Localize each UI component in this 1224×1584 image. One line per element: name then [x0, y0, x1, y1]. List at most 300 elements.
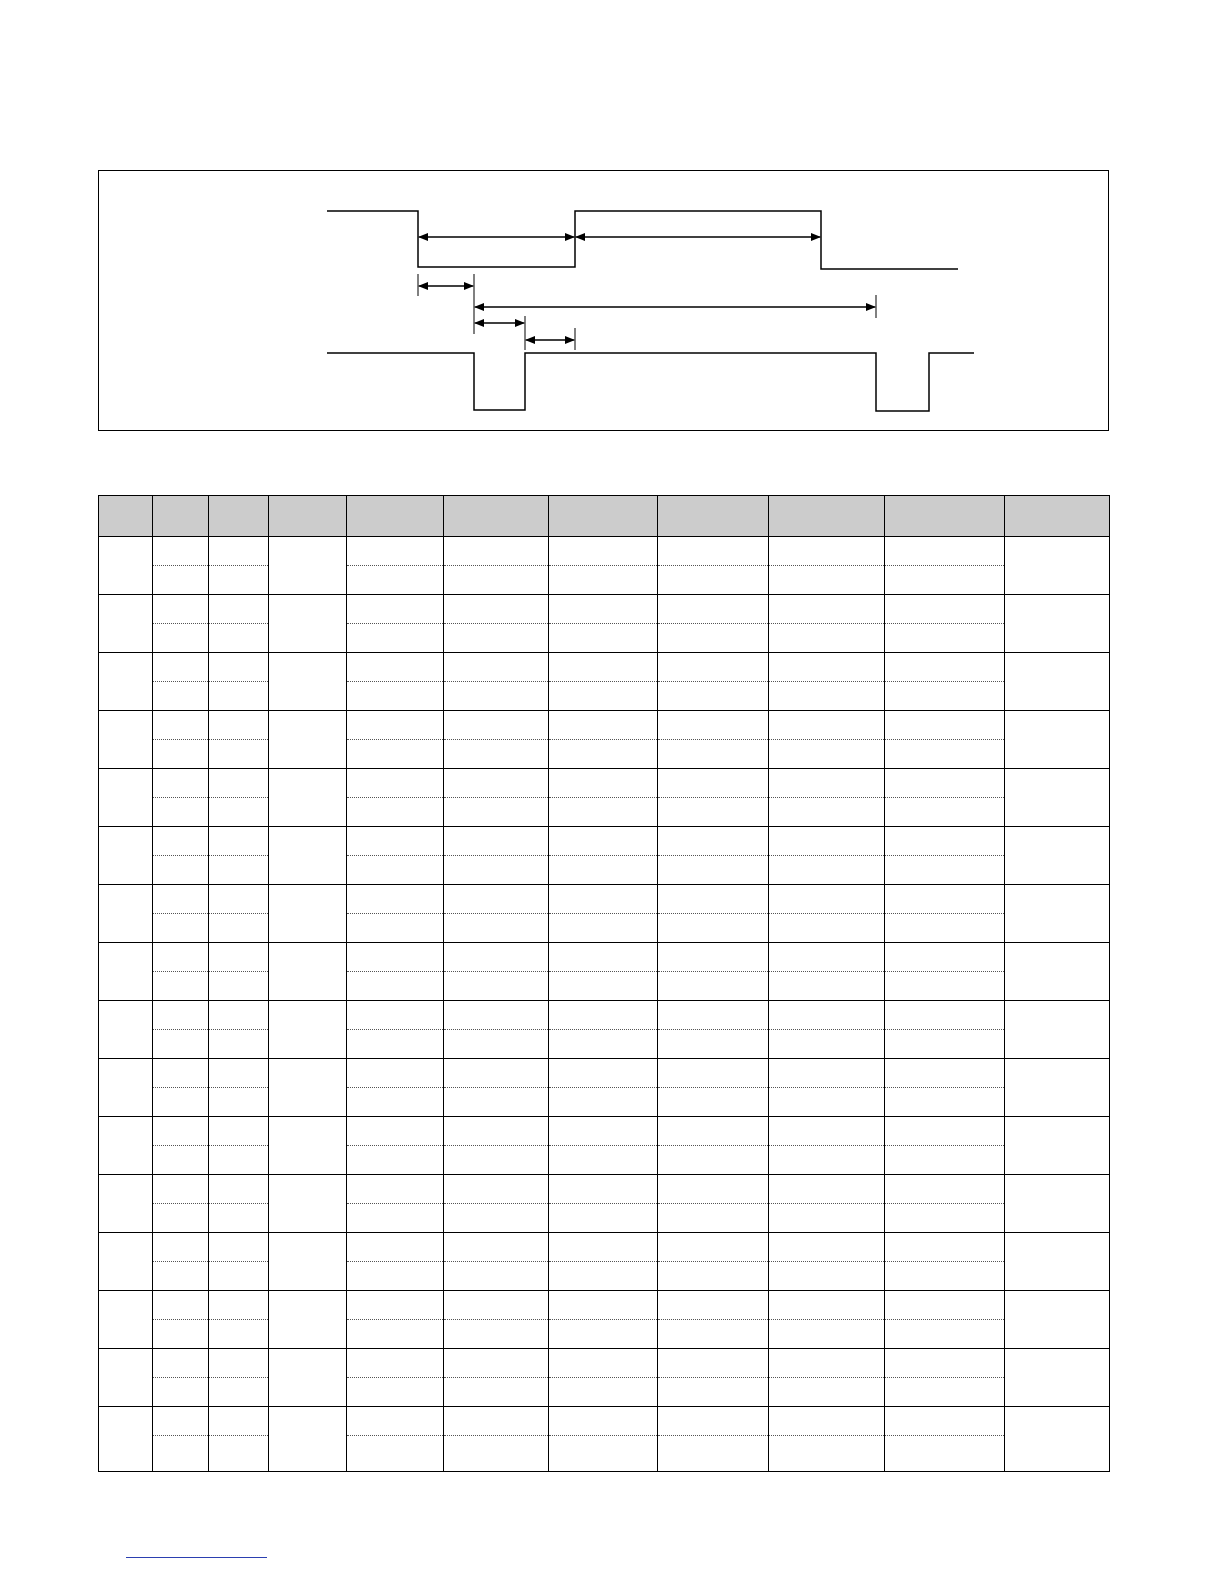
column-header: [444, 496, 549, 537]
table-cell: [444, 1349, 549, 1378]
table-cell: [209, 1001, 269, 1030]
table-cell: [885, 1262, 1005, 1291]
table-cell: [209, 653, 269, 682]
table-row: [99, 1175, 1110, 1204]
table-row: [99, 537, 1110, 566]
table-cell: [99, 1117, 153, 1175]
table-cell: [885, 595, 1005, 624]
table-cell: [658, 1349, 769, 1378]
table-row: [99, 1407, 1110, 1436]
table-cell: [209, 1320, 269, 1349]
table-cell: [347, 1320, 444, 1349]
table-cell: [153, 537, 209, 566]
table-cell: [1005, 1407, 1110, 1472]
table-cell: [549, 1117, 658, 1146]
table-cell: [209, 1291, 269, 1320]
table-cell: [1005, 1117, 1110, 1175]
table-cell: [658, 856, 769, 885]
table-cell: [269, 1233, 347, 1291]
table-cell: [347, 1291, 444, 1320]
table-cell: [99, 711, 153, 769]
table-cell: [885, 943, 1005, 972]
column-header: [1005, 496, 1110, 537]
table-cell: [209, 856, 269, 885]
table-cell: [658, 711, 769, 740]
table-cell: [885, 711, 1005, 740]
table-row: [99, 1059, 1110, 1088]
table-cell: [99, 1407, 153, 1472]
table-cell: [769, 1262, 885, 1291]
table-cell: [269, 1407, 347, 1472]
table-row: [99, 566, 1110, 595]
table-cell: [549, 1204, 658, 1233]
table-cell: [444, 1320, 549, 1349]
table-cell: [1005, 595, 1110, 653]
table-cell: [549, 1291, 658, 1320]
table-row: [99, 1088, 1110, 1117]
table-cell: [153, 827, 209, 856]
table-cell: [209, 711, 269, 740]
table-cell: [658, 1117, 769, 1146]
table-row: [99, 1349, 1110, 1378]
table-cell: [269, 653, 347, 711]
table-cell: [269, 1117, 347, 1175]
table-row: [99, 1378, 1110, 1407]
table-cell: [444, 798, 549, 827]
table-cell: [769, 1436, 885, 1472]
table-cell: [209, 1262, 269, 1291]
table-cell: [347, 653, 444, 682]
table-row: [99, 827, 1110, 856]
table-cell: [885, 914, 1005, 943]
table-cell: [885, 537, 1005, 566]
table-cell: [885, 1436, 1005, 1472]
timing-table: [98, 495, 1110, 1472]
table-row: [99, 1436, 1110, 1472]
table-cell: [658, 537, 769, 566]
table-cell: [347, 1378, 444, 1407]
table-row: [99, 885, 1110, 914]
table-cell: [153, 1407, 209, 1436]
table-cell: [209, 595, 269, 624]
table-row: [99, 1233, 1110, 1262]
table-cell: [658, 1378, 769, 1407]
table-cell: [658, 943, 769, 972]
table-cell: [658, 1001, 769, 1030]
table-cell: [99, 1291, 153, 1349]
table-cell: [769, 1146, 885, 1175]
table-cell: [658, 653, 769, 682]
table-cell: [1005, 943, 1110, 1001]
table-cell: [153, 943, 209, 972]
table-cell: [153, 682, 209, 711]
table-cell: [153, 1204, 209, 1233]
table-cell: [99, 885, 153, 943]
table-cell: [209, 1436, 269, 1472]
table-cell: [153, 1436, 209, 1472]
table-cell: [444, 972, 549, 1001]
table-cell: [444, 1436, 549, 1472]
table-cell: [444, 1262, 549, 1291]
table-cell: [549, 972, 658, 1001]
table-cell: [347, 740, 444, 769]
table-cell: [347, 914, 444, 943]
table-cell: [769, 1407, 885, 1436]
table-row: [99, 769, 1110, 798]
table-cell: [347, 711, 444, 740]
table-cell: [209, 885, 269, 914]
upper-signal-waveform: [327, 211, 958, 269]
table-cell: [269, 1059, 347, 1117]
table-cell: [209, 1378, 269, 1407]
timing-diagram: [0, 0, 1224, 460]
table-cell: [347, 1204, 444, 1233]
table-cell: [209, 1204, 269, 1233]
table-cell: [99, 1059, 153, 1117]
column-header: [99, 496, 153, 537]
table-row: [99, 711, 1110, 740]
table-cell: [444, 595, 549, 624]
table-cell: [153, 595, 209, 624]
table-cell: [269, 827, 347, 885]
table-cell: [658, 1407, 769, 1436]
table-cell: [153, 624, 209, 653]
table-cell: [769, 1320, 885, 1349]
table-cell: [1005, 885, 1110, 943]
table-cell: [347, 1262, 444, 1291]
table-cell: [549, 653, 658, 682]
table-cell: [269, 943, 347, 1001]
table-cell: [549, 885, 658, 914]
table-cell: [549, 1378, 658, 1407]
table-cell: [769, 914, 885, 943]
table-cell: [444, 769, 549, 798]
table-cell: [549, 1320, 658, 1349]
table-cell: [153, 885, 209, 914]
table-cell: [658, 885, 769, 914]
table-row: [99, 624, 1110, 653]
table-cell: [347, 1349, 444, 1378]
table-cell: [658, 1059, 769, 1088]
table-cell: [658, 1436, 769, 1472]
table-cell: [658, 682, 769, 711]
table-cell: [549, 1407, 658, 1436]
table-cell: [1005, 653, 1110, 711]
table-cell: [444, 943, 549, 972]
table-cell: [769, 566, 885, 595]
table-cell: [885, 682, 1005, 711]
table-cell: [549, 1030, 658, 1059]
table-cell: [444, 1291, 549, 1320]
table-cell: [885, 653, 1005, 682]
table-cell: [153, 1001, 209, 1030]
column-header: [209, 496, 269, 537]
table-cell: [885, 769, 1005, 798]
table-cell: [153, 566, 209, 595]
table-cell: [444, 1233, 549, 1262]
table-cell: [209, 1349, 269, 1378]
table-cell: [209, 943, 269, 972]
table-cell: [769, 595, 885, 624]
table-cell: [549, 798, 658, 827]
table-cell: [444, 1117, 549, 1146]
table-cell: [209, 1407, 269, 1436]
table-cell: [885, 1001, 1005, 1030]
table-cell: [769, 740, 885, 769]
table-cell: [347, 595, 444, 624]
table-cell: [347, 566, 444, 595]
footer-link[interactable]: [126, 1557, 267, 1558]
table-cell: [444, 827, 549, 856]
table-cell: [153, 1059, 209, 1088]
table-cell: [769, 711, 885, 740]
table-cell: [153, 1146, 209, 1175]
table-cell: [347, 624, 444, 653]
table-cell: [658, 1175, 769, 1204]
table-cell: [153, 653, 209, 682]
table-cell: [99, 595, 153, 653]
table-cell: [269, 711, 347, 769]
table-cell: [769, 1001, 885, 1030]
table-cell: [444, 1146, 549, 1175]
table-cell: [347, 972, 444, 1001]
table-cell: [549, 537, 658, 566]
table-cell: [769, 943, 885, 972]
table-cell: [444, 653, 549, 682]
table-cell: [658, 914, 769, 943]
table-cell: [444, 624, 549, 653]
table-cell: [153, 1233, 209, 1262]
table-row: [99, 1204, 1110, 1233]
table-cell: [347, 1088, 444, 1117]
table-cell: [549, 711, 658, 740]
table-cell: [769, 798, 885, 827]
table-cell: [209, 566, 269, 595]
table-cell: [658, 595, 769, 624]
table-cell: [885, 1204, 1005, 1233]
table-cell: [269, 537, 347, 595]
table-cell: [153, 914, 209, 943]
table-row: [99, 856, 1110, 885]
table-cell: [1005, 827, 1110, 885]
table-cell: [153, 1378, 209, 1407]
table-cell: [209, 1030, 269, 1059]
table-cell: [444, 1378, 549, 1407]
table-cell: [209, 1233, 269, 1262]
table-cell: [209, 1088, 269, 1117]
table-cell: [347, 1233, 444, 1262]
table-cell: [209, 769, 269, 798]
table-cell: [885, 566, 1005, 595]
table-cell: [444, 740, 549, 769]
table-cell: [769, 769, 885, 798]
table-row: [99, 1291, 1110, 1320]
table-row: [99, 943, 1110, 972]
table-cell: [347, 856, 444, 885]
table-cell: [885, 1059, 1005, 1088]
table-cell: [549, 769, 658, 798]
table-cell: [153, 1291, 209, 1320]
table-cell: [549, 1175, 658, 1204]
table-cell: [209, 914, 269, 943]
column-header: [153, 496, 209, 537]
table-cell: [769, 885, 885, 914]
table-cell: [347, 537, 444, 566]
table-cell: [769, 1291, 885, 1320]
table-cell: [885, 972, 1005, 1001]
table-cell: [769, 1233, 885, 1262]
column-header: [269, 496, 347, 537]
table-row: [99, 1320, 1110, 1349]
table-cell: [444, 682, 549, 711]
column-header: [347, 496, 444, 537]
table-row: [99, 682, 1110, 711]
table-cell: [347, 1030, 444, 1059]
table-cell: [209, 1059, 269, 1088]
table-cell: [885, 856, 1005, 885]
table-cell: [885, 1378, 1005, 1407]
table-cell: [885, 1175, 1005, 1204]
table-cell: [769, 653, 885, 682]
table-cell: [347, 943, 444, 972]
table-cell: [153, 1088, 209, 1117]
table-cell: [99, 1175, 153, 1233]
table-cell: [347, 1146, 444, 1175]
table-cell: [549, 566, 658, 595]
table-cell: [269, 1001, 347, 1059]
table-cell: [269, 1349, 347, 1407]
table-cell: [885, 885, 1005, 914]
table-cell: [269, 595, 347, 653]
table-cell: [769, 972, 885, 1001]
table-cell: [153, 1030, 209, 1059]
table-cell: [769, 827, 885, 856]
table-cell: [347, 1117, 444, 1146]
table-cell: [1005, 1233, 1110, 1291]
table-row: [99, 595, 1110, 624]
table-cell: [444, 1059, 549, 1088]
column-header: [885, 496, 1005, 537]
table-cell: [209, 972, 269, 1001]
table-cell: [885, 740, 1005, 769]
table-cell: [549, 1233, 658, 1262]
table-cell: [658, 1030, 769, 1059]
table-row: [99, 1001, 1110, 1030]
table-header-row: [99, 496, 1110, 537]
lower-signal-waveform: [327, 353, 974, 411]
table-body: [99, 537, 1110, 1472]
table-cell: [1005, 1291, 1110, 1349]
table-cell: [99, 1001, 153, 1059]
table-cell: [269, 885, 347, 943]
table-cell: [347, 769, 444, 798]
table-cell: [269, 1175, 347, 1233]
table-cell: [153, 1117, 209, 1146]
table-cell: [444, 1088, 549, 1117]
table-cell: [658, 798, 769, 827]
table-cell: [885, 798, 1005, 827]
table-cell: [153, 856, 209, 885]
table-cell: [153, 972, 209, 1001]
table-cell: [658, 1146, 769, 1175]
table-cell: [444, 1175, 549, 1204]
table-cell: [347, 885, 444, 914]
table-cell: [347, 1407, 444, 1436]
table-cell: [769, 1088, 885, 1117]
table-cell: [549, 914, 658, 943]
diagram-frame: [99, 171, 1109, 431]
table-cell: [99, 653, 153, 711]
table-cell: [153, 1175, 209, 1204]
table-cell: [444, 1407, 549, 1436]
table-cell: [769, 1059, 885, 1088]
table-row: [99, 1262, 1110, 1291]
table-cell: [885, 1030, 1005, 1059]
table-cell: [347, 798, 444, 827]
table-cell: [885, 1117, 1005, 1146]
table-cell: [99, 827, 153, 885]
table-cell: [549, 1436, 658, 1472]
table-cell: [769, 1030, 885, 1059]
table-cell: [658, 1204, 769, 1233]
table-cell: [549, 595, 658, 624]
table-cell: [658, 1088, 769, 1117]
table-cell: [885, 1407, 1005, 1436]
table-cell: [769, 1204, 885, 1233]
table-cell: [658, 566, 769, 595]
table-cell: [444, 1204, 549, 1233]
table-cell: [658, 1233, 769, 1262]
table-row: [99, 972, 1110, 1001]
table-cell: [549, 1146, 658, 1175]
table-cell: [658, 827, 769, 856]
table-cell: [769, 1175, 885, 1204]
table-cell: [549, 827, 658, 856]
table-cell: [1005, 1059, 1110, 1117]
table-cell: [549, 682, 658, 711]
table-cell: [769, 682, 885, 711]
table-cell: [769, 1117, 885, 1146]
table-cell: [153, 711, 209, 740]
table-cell: [1005, 711, 1110, 769]
table-cell: [885, 1349, 1005, 1378]
table-cell: [444, 856, 549, 885]
table-cell: [209, 798, 269, 827]
table-cell: [658, 1320, 769, 1349]
table-cell: [1005, 1001, 1110, 1059]
table-cell: [153, 798, 209, 827]
table-cell: [549, 1262, 658, 1291]
table-cell: [549, 1001, 658, 1030]
table-cell: [99, 769, 153, 827]
table-cell: [153, 769, 209, 798]
table-cell: [209, 624, 269, 653]
table-cell: [658, 1262, 769, 1291]
table-cell: [658, 740, 769, 769]
table-cell: [769, 856, 885, 885]
table-cell: [885, 1088, 1005, 1117]
column-header: [549, 496, 658, 537]
table-cell: [209, 740, 269, 769]
table-cell: [347, 1001, 444, 1030]
table-row: [99, 1146, 1110, 1175]
table-cell: [444, 885, 549, 914]
table-cell: [209, 537, 269, 566]
table-cell: [99, 537, 153, 595]
table-cell: [885, 624, 1005, 653]
table-cell: [153, 1262, 209, 1291]
table-cell: [444, 537, 549, 566]
